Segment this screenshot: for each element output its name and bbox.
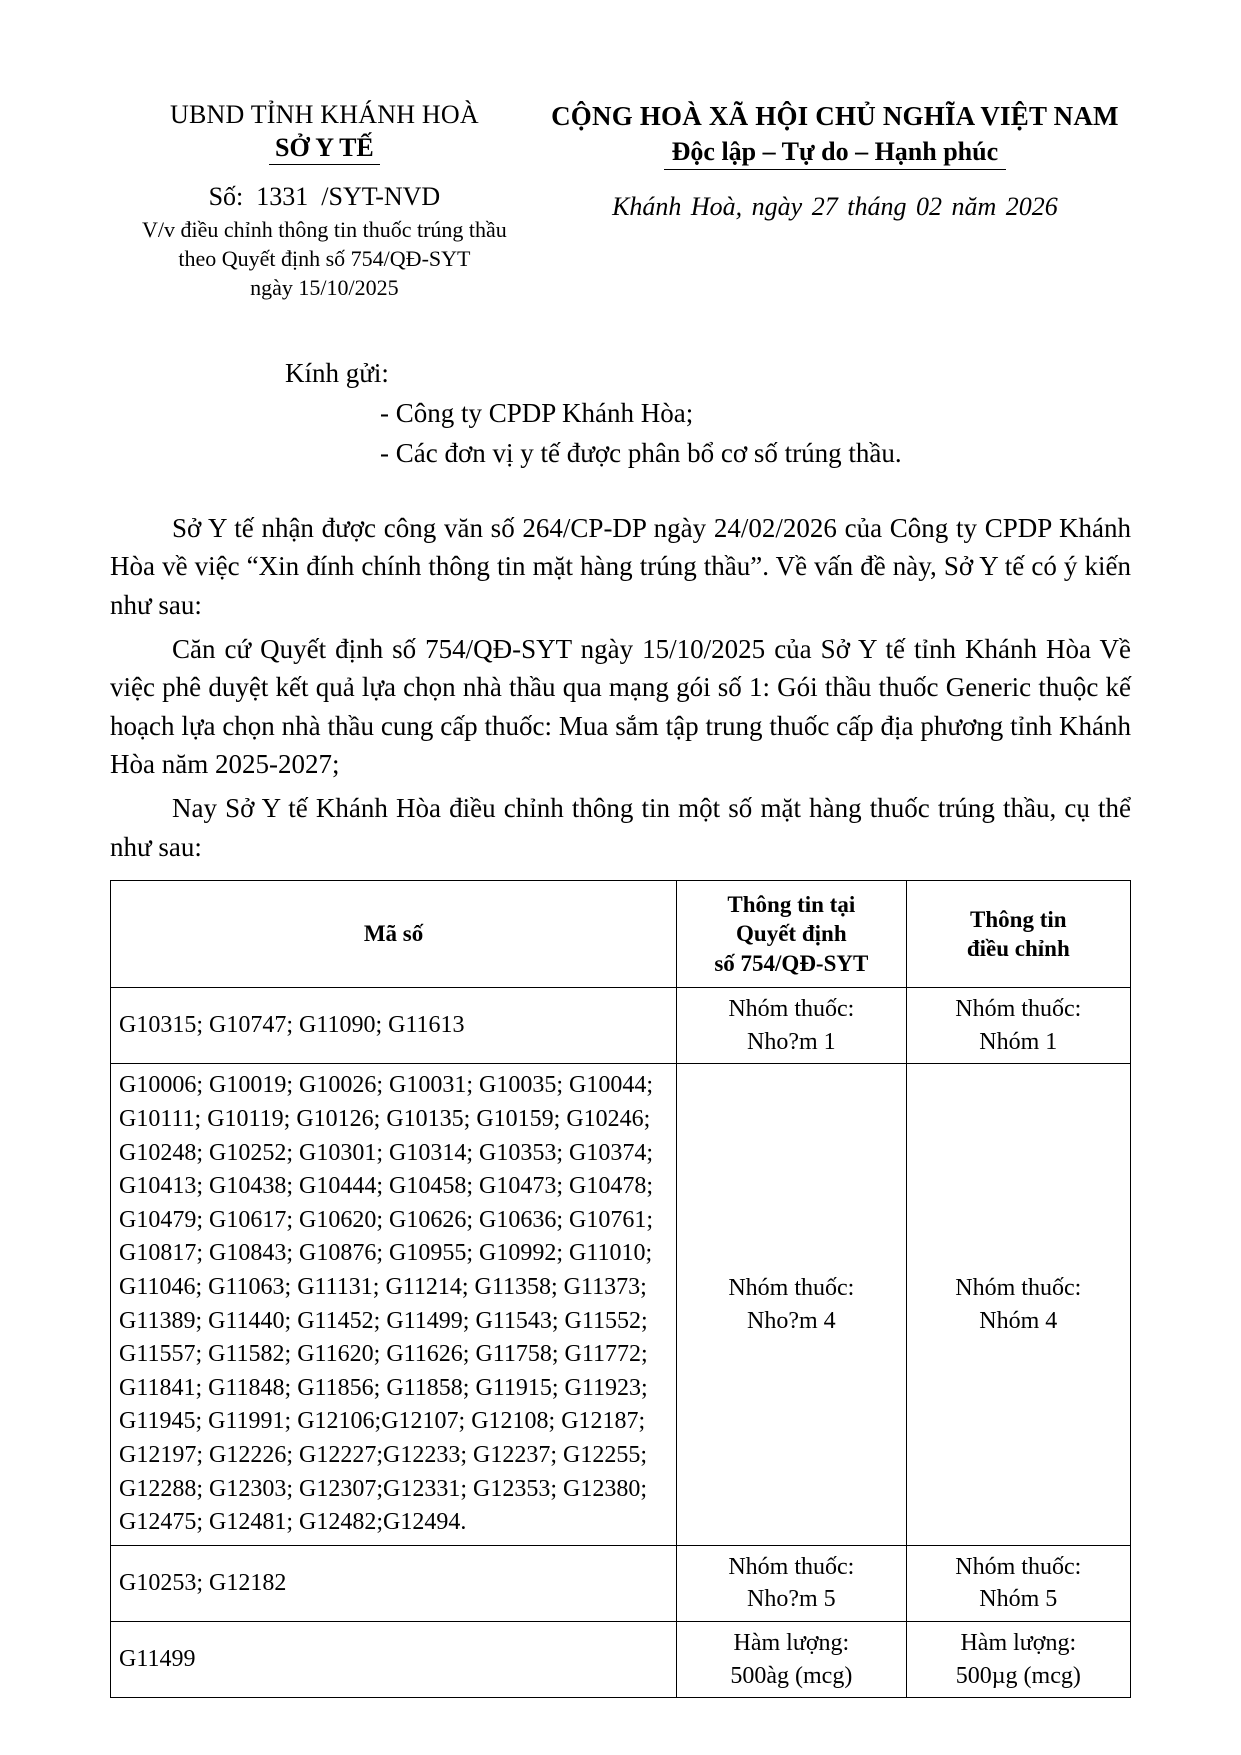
original-label: Hàm lượng: — [733, 1630, 850, 1657]
code-line: G11841; G11848; G11856; G11858; G11915; G11923; — [119, 1374, 648, 1401]
code-line: G10253; G12182 — [119, 1569, 287, 1596]
adjusted-value: Nhóm 4 — [979, 1307, 1058, 1334]
code-line: G10315; G10747; G11090; G11613 — [119, 1012, 465, 1039]
national-heading-block — [539, 100, 1131, 302]
code-line: G11499 — [119, 1645, 196, 1672]
paragraph-adjustment-intro: Nay Sở Y tế Khánh Hòa điều chỉnh thông tin một số mặt hàng thuốc trúng thầu, cụ thể như sau: — [110, 793, 1131, 862]
cell-original-value — [677, 988, 907, 1064]
adjusted-value: 500µg (mcg) — [955, 1662, 1081, 1689]
table-row — [111, 1064, 1131, 1545]
original-label: Nhóm thuốc: — [728, 1553, 855, 1580]
department-name: SỞ Y TẾ — [269, 132, 380, 165]
code-line: G10479; G10617; G10620; G10626; G10636; G10761; — [119, 1206, 653, 1233]
code-line: G11046; G11063; G11131; G11214; G11358; G11373; — [119, 1274, 647, 1301]
original-value: 500àg (mcg) — [730, 1662, 853, 1689]
cell-adjusted-value — [906, 1545, 1130, 1621]
adjusted-label: Nhóm thuốc: — [955, 1553, 1082, 1580]
cell-adjusted-value — [906, 988, 1130, 1064]
document-number-prefix: Số: — [208, 181, 244, 211]
paragraph-reference: Sở Y tế nhận được công văn số 264/CP-DP ngày 24/02/2026 của Công ty CPDP Khánh Hòa về việc “Xin đính chính thông tin mặt hàng trúng thầu”. Về vấn đề này, Sở Y tế có ý kiến như sau: — [110, 512, 1131, 620]
code-line: G12475; G12481; G12482;G12494. — [119, 1509, 467, 1536]
adjusted-value: Nhóm 5 — [979, 1586, 1058, 1613]
column-header-original — [677, 880, 907, 987]
table-row — [111, 1622, 1131, 1698]
recipient-item: - Công ty CPDP Khánh Hòa; — [380, 397, 694, 428]
subject-line-3: ngày 15/10/2025 — [250, 274, 399, 300]
cell-original-value — [677, 1064, 907, 1545]
letterhead — [0, 0, 1241, 302]
place-and-date: Khánh Hoà, ngày 27 tháng 02 năm 2026 — [612, 191, 1058, 221]
column-header-original-line-2: Quyết định — [736, 921, 847, 947]
cell-adjusted-value — [906, 1622, 1130, 1698]
code-line: G10817; G10843; G10876; G10955; G10992; G11010; — [119, 1240, 653, 1267]
code-line: G10111; G10119; G10126; G10135; G10159; G10246; — [119, 1106, 651, 1133]
code-line: G12197; G12226; G12227;G12233; G12237; G12255; — [119, 1442, 647, 1468]
adjusted-label: Hàm lượng: — [960, 1630, 1077, 1657]
table-row — [111, 1545, 1131, 1621]
table-body — [111, 988, 1131, 1698]
table-row — [111, 988, 1131, 1064]
cell-adjusted-value — [906, 1064, 1130, 1545]
column-header-original-line-3: số 754/QĐ-SYT — [714, 950, 869, 976]
document-number-suffix: /SYT-NVD — [321, 181, 441, 211]
code-line: G10006; G10019; G10026; G10031; G10035; G10044; — [119, 1072, 653, 1099]
subject-line-2: theo Quyết định số 754/QĐ-SYT — [178, 245, 471, 271]
original-value: Nho?m 1 — [747, 1028, 836, 1055]
cell-codes — [111, 1064, 677, 1545]
document-number-value: 1331 — [256, 181, 309, 211]
adjusted-value: Nhóm 1 — [979, 1028, 1058, 1055]
national-motto: Độc lập – Tự do – Hạnh phúc — [664, 136, 1007, 169]
original-label: Nhóm thuốc: — [728, 1275, 855, 1301]
province-authority-name: UBND TỈNH KHÁNH HOÀ — [170, 100, 479, 129]
code-line: G11389; G11440; G11452; G11499; G11543; G11552; — [119, 1307, 648, 1334]
column-header-original-line-1: Thông tin tại — [727, 891, 856, 917]
body-text — [0, 509, 1241, 866]
column-header-adjusted — [906, 880, 1130, 987]
cell-codes — [111, 988, 677, 1064]
issuing-authority-block — [110, 100, 539, 302]
cell-codes — [111, 1545, 677, 1621]
cell-codes — [111, 1622, 677, 1698]
country-name: CỘNG HOÀ XÃ HỘI CHỦ NGHĨA VIỆT NAM — [551, 101, 1119, 131]
code-line: G12288; G12303; G12307;G12331; G12353; G12380; — [119, 1475, 647, 1502]
recipient-item: - Các đơn vị y tế được phân bổ cơ số trúng thầu. — [380, 437, 902, 468]
adjustment-table — [110, 880, 1131, 1698]
column-header-adjusted-line-1: Thông tin — [970, 906, 1067, 932]
recipients-block — [0, 358, 1241, 469]
document-number-line — [110, 182, 539, 212]
original-value: Nho?m 4 — [747, 1307, 836, 1334]
code-line: G10248; G10252; G10301; G10314; G10353; G10374; — [119, 1139, 653, 1166]
column-header-adjusted-line-2: điều chỉnh — [966, 936, 1070, 962]
adjusted-label: Nhóm thuốc: — [955, 1275, 1082, 1301]
original-value: Nho?m 5 — [747, 1586, 836, 1613]
code-line: G11557; G11582; G11620; G11626; G11758; G11772; — [119, 1341, 648, 1368]
document-subject — [110, 215, 539, 302]
recipients-label: Kính gửi: — [285, 357, 389, 388]
paragraph-legal-basis: Căn cứ Quyết định số 754/QĐ-SYT ngày 15/10/2025 của Sở Y tế tỉnh Khánh Hòa Về việc phê duyệt kết quả lựa chọn nhà thầu qua mạng gói số 1: Gói thầu thuốc Generic thuộc kế hoạch lựa chọn nhà thầu cung cấp thuốc: Mua sắm tập trung thuốc cấp địa phương tỉnh Khánh Hòa năm 2025-2027; — [110, 633, 1131, 779]
original-label: Nhóm thuốc: — [728, 996, 855, 1023]
code-line: G11945; G11991; G12106;G12107; G12108; G12187; — [119, 1408, 646, 1435]
cell-original-value — [677, 1545, 907, 1621]
adjusted-label: Nhóm thuốc: — [955, 996, 1082, 1023]
code-line: G10413; G10438; G10444; G10458; G10473; G10478; — [119, 1173, 653, 1200]
subject-line-1: V/v điều chỉnh thông tin thuốc trúng thầu — [142, 216, 507, 242]
adjustment-table-wrapper — [0, 880, 1241, 1698]
column-header-code: Mã số — [111, 880, 677, 987]
cell-original-value — [677, 1622, 907, 1698]
table-header-row — [111, 880, 1131, 987]
